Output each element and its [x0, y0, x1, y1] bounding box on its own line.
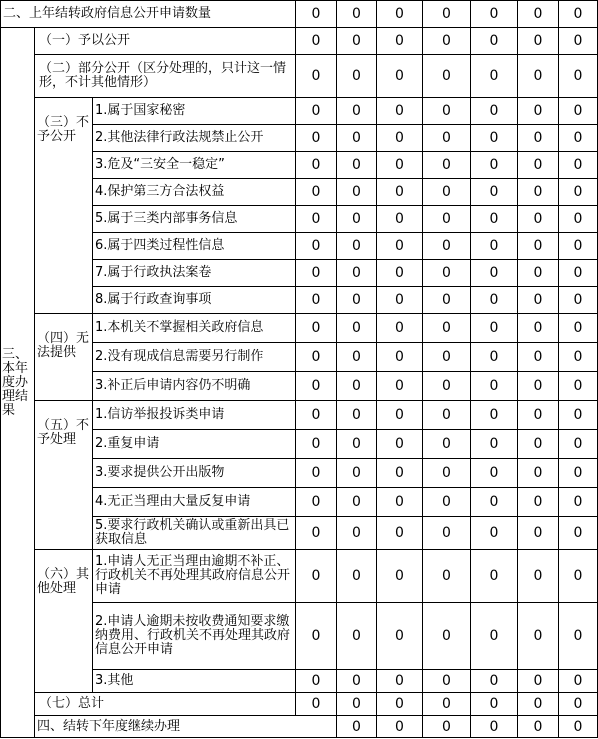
- item-label: 3.补正后申请内容仍不明确: [93, 372, 296, 401]
- value-cell: 0: [377, 206, 423, 233]
- value-cell: 0: [471, 430, 518, 459]
- value-cell: 0: [559, 488, 598, 517]
- value-cell: 0: [296, 233, 337, 260]
- value-cell: 0: [518, 430, 559, 459]
- value-cell: 0: [559, 287, 598, 314]
- value-cell: 0: [423, 28, 471, 55]
- row-label: 二、上年结转政府信息公开申请数量: [1, 1, 296, 28]
- value-cell: 0: [471, 98, 518, 125]
- value-cell: 0: [423, 260, 471, 287]
- value-cell: 0: [377, 716, 423, 738]
- value-cell: 0: [296, 1, 337, 28]
- value-cell: 0: [337, 287, 377, 314]
- value-cell: 0: [559, 372, 598, 401]
- value-cell: 0: [471, 603, 518, 670]
- table-row: [1, 401, 598, 430]
- item-label: 2.重复申请: [93, 430, 296, 459]
- table-row: [1, 314, 598, 343]
- row-label: （一）予以公开: [35, 28, 296, 55]
- value-cell: 0: [337, 550, 377, 603]
- value-cell: 0: [559, 603, 598, 670]
- value-cell: 0: [423, 125, 471, 152]
- section-label: 三、本年度办理结果: [1, 28, 35, 738]
- value-cell: 0: [337, 152, 377, 179]
- item-label: 5.属于三类内部事务信息: [93, 206, 296, 233]
- value-cell: 0: [423, 287, 471, 314]
- group-label: （六）其他处理: [35, 550, 93, 693]
- item-label: 2.没有现成信息需要另行制作: [93, 343, 296, 372]
- value-cell: 0: [471, 287, 518, 314]
- value-cell: 0: [377, 550, 423, 603]
- value-cell: 0: [337, 430, 377, 459]
- item-label: 1.本机关不掌握相关政府信息: [93, 314, 296, 343]
- value-cell: 0: [377, 125, 423, 152]
- value-cell: 0: [377, 459, 423, 488]
- value-cell: 0: [559, 152, 598, 179]
- value-cell: 0: [423, 603, 471, 670]
- value-cell: 0: [423, 488, 471, 517]
- value-cell: 0: [471, 517, 518, 550]
- value-cell: 0: [559, 98, 598, 125]
- value-cell: 0: [337, 98, 377, 125]
- value-cell: 0: [518, 550, 559, 603]
- value-cell: 0: [423, 517, 471, 550]
- value-cell: 0: [337, 55, 377, 98]
- value-cell: 0: [471, 233, 518, 260]
- value-cell: 0: [296, 287, 337, 314]
- value-cell: 0: [377, 314, 423, 343]
- value-cell: 0: [559, 1, 598, 28]
- value-cell: 0: [337, 603, 377, 670]
- value-cell: 0: [377, 287, 423, 314]
- value-cell: 0: [296, 314, 337, 343]
- value-cell: 0: [559, 206, 598, 233]
- value-cell: 0: [471, 179, 518, 206]
- value-cell: 0: [296, 125, 337, 152]
- value-cell: 0: [559, 233, 598, 260]
- value-cell: 0: [559, 459, 598, 488]
- value-cell: 0: [518, 488, 559, 517]
- value-cell: 0: [518, 670, 559, 693]
- value-cell: 0: [296, 401, 337, 430]
- value-cell: 0: [377, 693, 423, 716]
- value-cell: 0: [423, 152, 471, 179]
- value-cell: 0: [423, 430, 471, 459]
- value-cell: 0: [518, 1, 559, 28]
- value-cell: 0: [423, 98, 471, 125]
- value-cell: 0: [518, 28, 559, 55]
- value-cell: 0: [337, 693, 377, 716]
- value-cell: 0: [377, 603, 423, 670]
- value-cell: 0: [337, 125, 377, 152]
- value-cell: 0: [471, 314, 518, 343]
- value-cell: 0: [423, 670, 471, 693]
- value-cell: 0: [337, 314, 377, 343]
- value-cell: 0: [377, 488, 423, 517]
- value-cell: 0: [423, 55, 471, 98]
- value-cell: 0: [296, 179, 337, 206]
- table-row: [1, 1, 598, 28]
- value-cell: 0: [518, 517, 559, 550]
- item-label: 2.其他法律行政法规禁止公开: [93, 125, 296, 152]
- item-label: 1.申请人无正当理由逾期不补正、行政机关不再处理其政府信息公开申请: [93, 550, 296, 603]
- value-cell: 0: [296, 670, 337, 693]
- value-cell: 0: [296, 488, 337, 517]
- value-cell: 0: [471, 401, 518, 430]
- value-cell: 0: [377, 152, 423, 179]
- value-cell: 0: [337, 1, 377, 28]
- item-label: 3.要求提供公开出版物: [93, 459, 296, 488]
- value-cell: 0: [377, 517, 423, 550]
- value-cell: 0: [296, 693, 337, 716]
- value-cell: 0: [423, 233, 471, 260]
- value-cell: 0: [471, 693, 518, 716]
- table-row: [1, 716, 598, 738]
- value-cell: 0: [423, 550, 471, 603]
- value-cell: 0: [377, 233, 423, 260]
- group-label: （三）不予公开: [35, 98, 93, 314]
- value-cell: 0: [296, 152, 337, 179]
- row-label: （二）部分公开（区分处理的，只计这一情形，不计其他情形）: [35, 55, 296, 98]
- value-cell: 0: [471, 716, 518, 738]
- value-cell: 0: [559, 55, 598, 98]
- value-cell: 0: [296, 517, 337, 550]
- value-cell: 0: [518, 287, 559, 314]
- value-cell: 0: [559, 401, 598, 430]
- value-cell: 0: [471, 125, 518, 152]
- item-label: 7.属于行政执法案卷: [93, 260, 296, 287]
- value-cell: 0: [518, 260, 559, 287]
- value-cell: 0: [518, 98, 559, 125]
- value-cell: 0: [559, 517, 598, 550]
- value-cell: 0: [377, 179, 423, 206]
- value-cell: 0: [518, 459, 559, 488]
- value-cell: 0: [518, 314, 559, 343]
- value-cell: 0: [518, 125, 559, 152]
- value-cell: 0: [296, 430, 337, 459]
- value-cell: 0: [559, 314, 598, 343]
- value-cell: 0: [296, 28, 337, 55]
- value-cell: 0: [296, 550, 337, 603]
- value-cell: 0: [559, 693, 598, 716]
- value-cell: 0: [518, 401, 559, 430]
- value-cell: 0: [423, 693, 471, 716]
- value-cell: 0: [337, 459, 377, 488]
- item-label: 8.属于行政查询事项: [93, 287, 296, 314]
- item-label: 3.其他: [93, 670, 296, 693]
- value-cell: 0: [518, 152, 559, 179]
- row-label: 四、结转下年度继续办理: [35, 716, 337, 738]
- value-cell: 0: [471, 152, 518, 179]
- value-cell: 0: [337, 517, 377, 550]
- value-cell: 0: [377, 670, 423, 693]
- item-label: 1.属于国家秘密: [93, 98, 296, 125]
- value-cell: 0: [518, 372, 559, 401]
- value-cell: 0: [296, 603, 337, 670]
- value-cell: 0: [471, 260, 518, 287]
- value-cell: 0: [518, 55, 559, 98]
- item-label: 6.属于四类过程性信息: [93, 233, 296, 260]
- value-cell: 0: [296, 260, 337, 287]
- value-cell: 0: [423, 716, 471, 738]
- value-cell: 0: [377, 372, 423, 401]
- value-cell: 0: [518, 343, 559, 372]
- value-cell: 0: [377, 430, 423, 459]
- value-cell: 0: [559, 125, 598, 152]
- value-cell: 0: [423, 179, 471, 206]
- item-label: 2.申请人逾期未按收费通知要求缴纳费用、行政机关不再处理其政府信息公开申请: [93, 603, 296, 670]
- value-cell: 0: [377, 98, 423, 125]
- value-cell: 0: [471, 670, 518, 693]
- value-cell: 0: [518, 603, 559, 670]
- value-cell: 0: [337, 343, 377, 372]
- value-cell: 0: [423, 206, 471, 233]
- value-cell: 0: [337, 179, 377, 206]
- table-row: [1, 55, 598, 98]
- value-cell: 0: [471, 55, 518, 98]
- value-cell: 0: [559, 343, 598, 372]
- value-cell: 0: [559, 179, 598, 206]
- value-cell: 0: [423, 372, 471, 401]
- value-cell: 0: [337, 260, 377, 287]
- value-cell: 0: [377, 1, 423, 28]
- value-cell: 0: [471, 206, 518, 233]
- group-label: （四）无法提供: [35, 314, 93, 401]
- value-cell: 0: [337, 401, 377, 430]
- value-cell: 0: [296, 343, 337, 372]
- table-row: [1, 550, 598, 603]
- value-cell: 0: [471, 343, 518, 372]
- value-cell: 0: [559, 260, 598, 287]
- group-label: （五）不予处理: [35, 401, 93, 550]
- value-cell: 0: [337, 233, 377, 260]
- value-cell: 0: [518, 233, 559, 260]
- value-cell: 0: [471, 372, 518, 401]
- value-cell: 0: [518, 206, 559, 233]
- value-cell: 0: [337, 716, 377, 738]
- value-cell: 0: [559, 716, 598, 738]
- value-cell: 0: [296, 55, 337, 98]
- value-cell: 0: [337, 28, 377, 55]
- value-cell: 0: [377, 343, 423, 372]
- value-cell: 0: [471, 28, 518, 55]
- item-label: 4.保护第三方合法权益: [93, 179, 296, 206]
- value-cell: 0: [296, 372, 337, 401]
- value-cell: 0: [471, 488, 518, 517]
- value-cell: 0: [518, 693, 559, 716]
- value-cell: 0: [559, 430, 598, 459]
- value-cell: 0: [423, 401, 471, 430]
- item-label: 1.信访举报投诉类申请: [93, 401, 296, 430]
- value-cell: 0: [296, 459, 337, 488]
- table-row: [1, 98, 598, 125]
- value-cell: 0: [518, 179, 559, 206]
- value-cell: 0: [337, 488, 377, 517]
- value-cell: 0: [559, 550, 598, 603]
- value-cell: 0: [471, 1, 518, 28]
- value-cell: 0: [423, 1, 471, 28]
- value-cell: 0: [296, 206, 337, 233]
- value-cell: 0: [377, 55, 423, 98]
- value-cell: 0: [471, 459, 518, 488]
- value-cell: 0: [377, 260, 423, 287]
- table-row: [1, 28, 598, 55]
- value-cell: 0: [377, 28, 423, 55]
- value-cell: 0: [377, 401, 423, 430]
- value-cell: 0: [518, 716, 559, 738]
- row-label: （七）总计: [35, 693, 296, 716]
- value-cell: 0: [423, 459, 471, 488]
- value-cell: 0: [559, 670, 598, 693]
- item-label: 3.危及“三安全一稳定”: [93, 152, 296, 179]
- value-cell: 0: [337, 206, 377, 233]
- item-label: 4.无正当理由大量反复申请: [93, 488, 296, 517]
- value-cell: 0: [559, 28, 598, 55]
- value-cell: 0: [423, 343, 471, 372]
- item-label: 5.要求行政机关确认或重新出具已获取信息: [93, 517, 296, 550]
- value-cell: 0: [337, 670, 377, 693]
- table-row: [1, 693, 598, 716]
- value-cell: 0: [296, 98, 337, 125]
- value-cell: 0: [471, 550, 518, 603]
- value-cell: 0: [423, 314, 471, 343]
- value-cell: 0: [337, 372, 377, 401]
